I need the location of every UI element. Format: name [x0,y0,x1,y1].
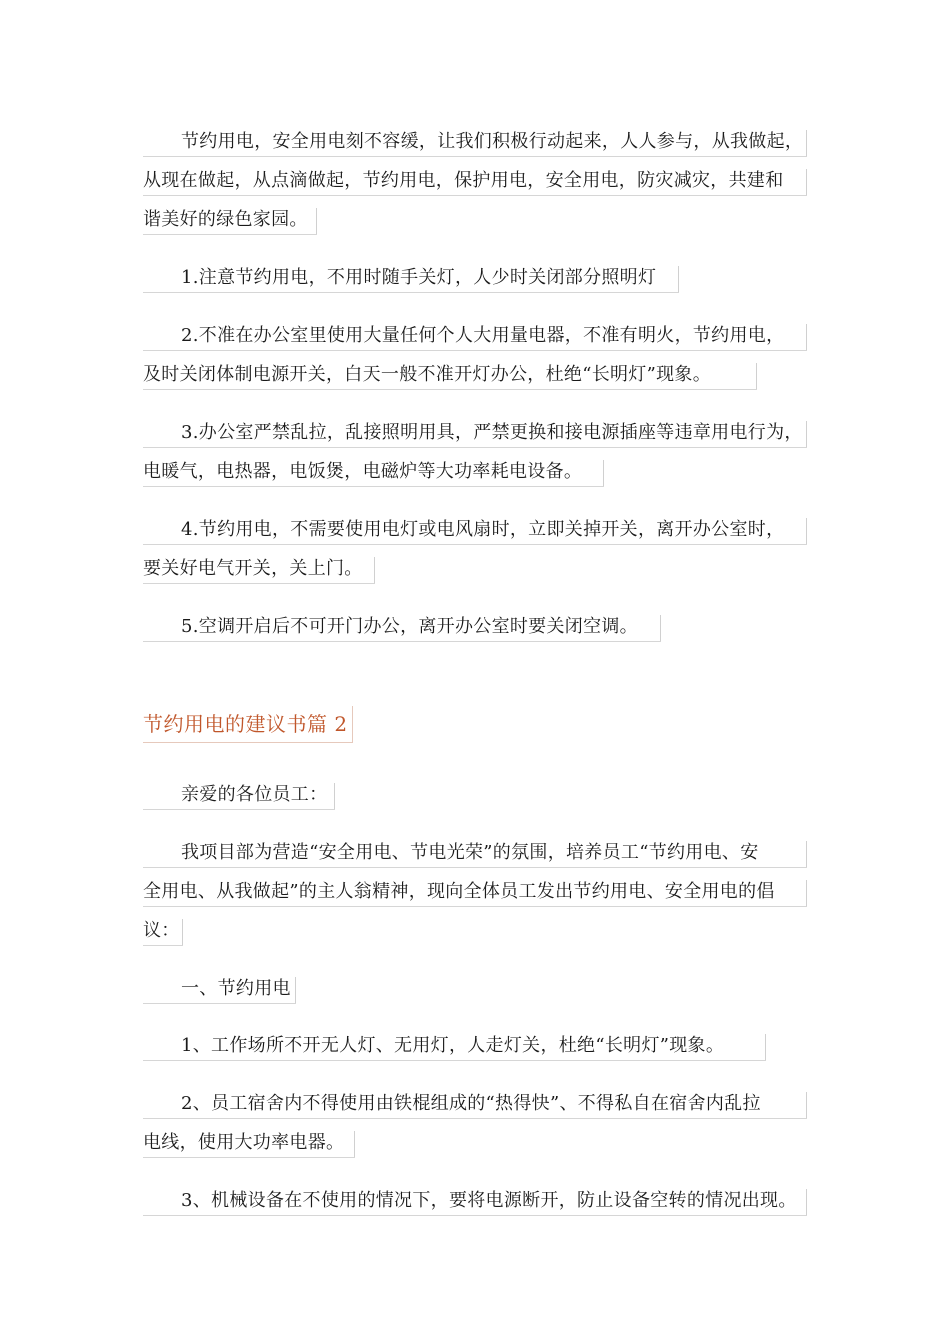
line-edge-rule [354,1131,355,1158]
text-line: 及时关闭体制电源开关，白天一般不准开灯办公，杜绝“长明灯”现象。 [143,355,757,394]
proposal-item-2 [143,1084,807,1162]
text-line: 谐美好的绿色家园。 [143,200,317,239]
text-line: 3、机械设备在不使用的情况下，要将电源断开，防止设备空转的情况出现。 [143,1181,807,1220]
salutation [143,775,807,814]
text-line: 5.空调开启后不可开门办公，离开办公室时要关闭空调。 [143,607,661,646]
text-line: 亲爱的各位员工： [143,775,335,814]
text-line: 2.不准在办公室里使用大量任何个人大用量电器，不准有明火，节约用电， [143,316,807,355]
list-item-3 [143,413,807,491]
line-edge-rule [806,169,807,196]
list-item-1 [143,258,807,297]
line-edge-rule [660,615,661,642]
paragraph-proposal-intro [143,833,807,950]
list-item-5 [143,607,807,646]
line-edge-rule [765,1034,766,1061]
list-item-4 [143,510,807,588]
text-line: 3.办公室严禁乱拉，乱接照明用具，严禁更换和接电源插座等违章用电行为， [143,413,807,452]
line-edge-rule [806,130,807,157]
list-item-2 [143,316,807,394]
proposal-item-3 [143,1181,807,1220]
subheading-save-power [143,969,807,1008]
line-edge-rule [374,557,375,584]
line-edge-rule [316,208,317,235]
line-edge-rule [806,880,807,907]
text-line: 一、节约用电 [143,969,296,1008]
text-line: 要关好电气开关，关上门。 [143,549,375,588]
text-line: 1.注意节约用电，不用时随手关灯，人少时关闭部分照明灯 [143,258,679,297]
text-line: 电线，使用大功率电器。 [143,1123,355,1162]
line-edge-rule [603,460,604,487]
line-edge-rule [806,841,807,868]
text-line: 1、工作场所不开无人灯、无用灯，人走灯关，杜绝“长明灯”现象。 [143,1026,766,1065]
text-line: 全用电、从我做起”的主人翁精神，现向全体员工发出节约用电、安全用电的倡 [143,872,807,911]
line-edge-rule [182,919,183,946]
line-edge-rule [806,1189,807,1216]
line-edge-rule [756,363,757,390]
line-edge-rule [678,266,679,293]
text-line: 从现在做起，从点滴做起，节约用电，保护用电，安全用电，防灾减灾，共建和 [143,161,807,200]
text-line: 2、员工宿舍内不得使用由铁棍组成的“热得快”、不得私自在宿舍内乱拉 [143,1084,807,1123]
line-edge-rule [806,518,807,545]
section-heading: 节约用电的建议书篇 2 [143,706,353,743]
line-edge-rule [334,783,335,810]
line-edge-rule [806,324,807,351]
line-edge-rule [806,421,807,448]
text-line: 我项目部为营造“安全用电、节电光荣”的氛围，培养员工“节约用电、安 [143,833,807,872]
line-edge-rule [295,977,296,1004]
text-line: 电暖气，电热器，电饭煲，电磁炉等大功率耗电设备。 [143,452,604,491]
text-line: 4.节约用电，不需要使用电灯或电风扇时，立即关掉开关，离开办公室时， [143,510,807,549]
proposal-item-1 [143,1026,807,1065]
text-line: 议： [143,911,183,950]
line-edge-rule [806,1092,807,1119]
text-line: 节约用电，安全用电刻不容缓，让我们积极行动起来，人人参与，从我做起， [143,122,807,161]
paragraph-intro [143,122,807,239]
